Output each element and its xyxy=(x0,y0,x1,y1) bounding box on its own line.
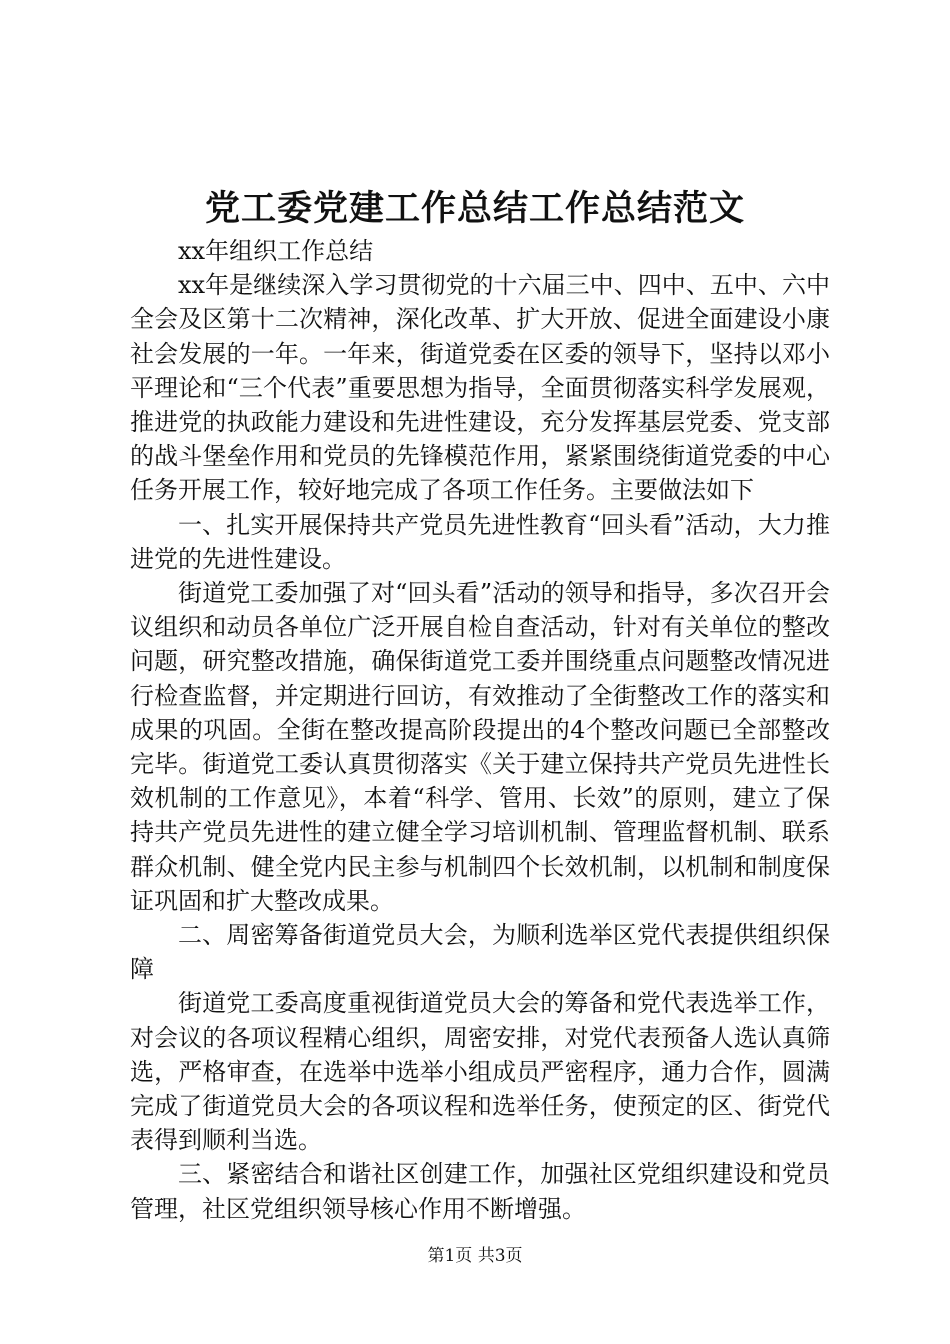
paragraph: 街道党工委高度重视街道党员大会的筹备和党代表选举工作，对会议的各项议程精心组织，周密安排，对党代表预备人选认真筛选，严格审查，在选举中选举小组成员严密程序，通力合作，圆满完成了街道党员大会的各项议程和选举任务，使预定的区、街党代表得到顺利当选。 xyxy=(130,989,830,1155)
document-body xyxy=(130,234,830,1226)
section-heading: 三、紧密结合和谐社区创建工作，加强社区党组织建设和党员管理，社区党组织领导核心作用不断增强。 xyxy=(130,1160,830,1223)
page-footer: 第1页 共3页 xyxy=(427,1246,523,1266)
document-title: 党工委党建工作总结工作总结范文 xyxy=(204,188,745,229)
section-heading: 一、扎实开展保持共产党员先进性教育“回头看”活动，大力推进党的先进性建设。 xyxy=(130,510,830,573)
section-heading: 二、周密筹备街道党员大会，为顺利选举区党代表提供组织保障 xyxy=(130,921,830,984)
paragraph: xx年是继续深入学习贯彻党的十六届三中、四中、五中、六中全会及区第十二次精神，深化改革、扩大开放、促进全面建设小康社会发展的一年。一年来，街道党委在区委的领导下，坚持以邓小平理论和“三个代表”重要思想为指导，全面贯彻落实科学发展观，推进党的执政能力建设和先进性建设，充分发挥基层党委、党支部的战斗堡垒作用和党员的先锋模范作用，紧紧围绕街道党委的中心任务开展工作，较好地完成了各项工作任务。主要做法如下 xyxy=(130,271,830,505)
paragraph: xx年组织工作总结 xyxy=(178,237,374,265)
paragraph: 街道党工委加强了对“回头看”活动的领导和指导，多次召开会议组织和动员各单位广泛开展自检自查活动，针对有关单位的整改问题，研究整改措施，确保街道党工委并围绕重点问题整改情况进行检查监督，并定期进行回访，有效推动了全街整改工作的落实和成果的巩固。全街在整改提高阶段提出的4个整改问题已全部整改完毕。街道党工委认真贯彻落实《关于建立保持共产党员先进性长效机制的工作意见》，本着“科学、管用、长效”的原则，建立了保持共产党员先进性的建立健全学习培训机制、管理监督机制、联系群众机制、健全党内民主参与机制四个长效机制，以机制和制度保证巩固和扩大整改成果。 xyxy=(130,579,830,915)
